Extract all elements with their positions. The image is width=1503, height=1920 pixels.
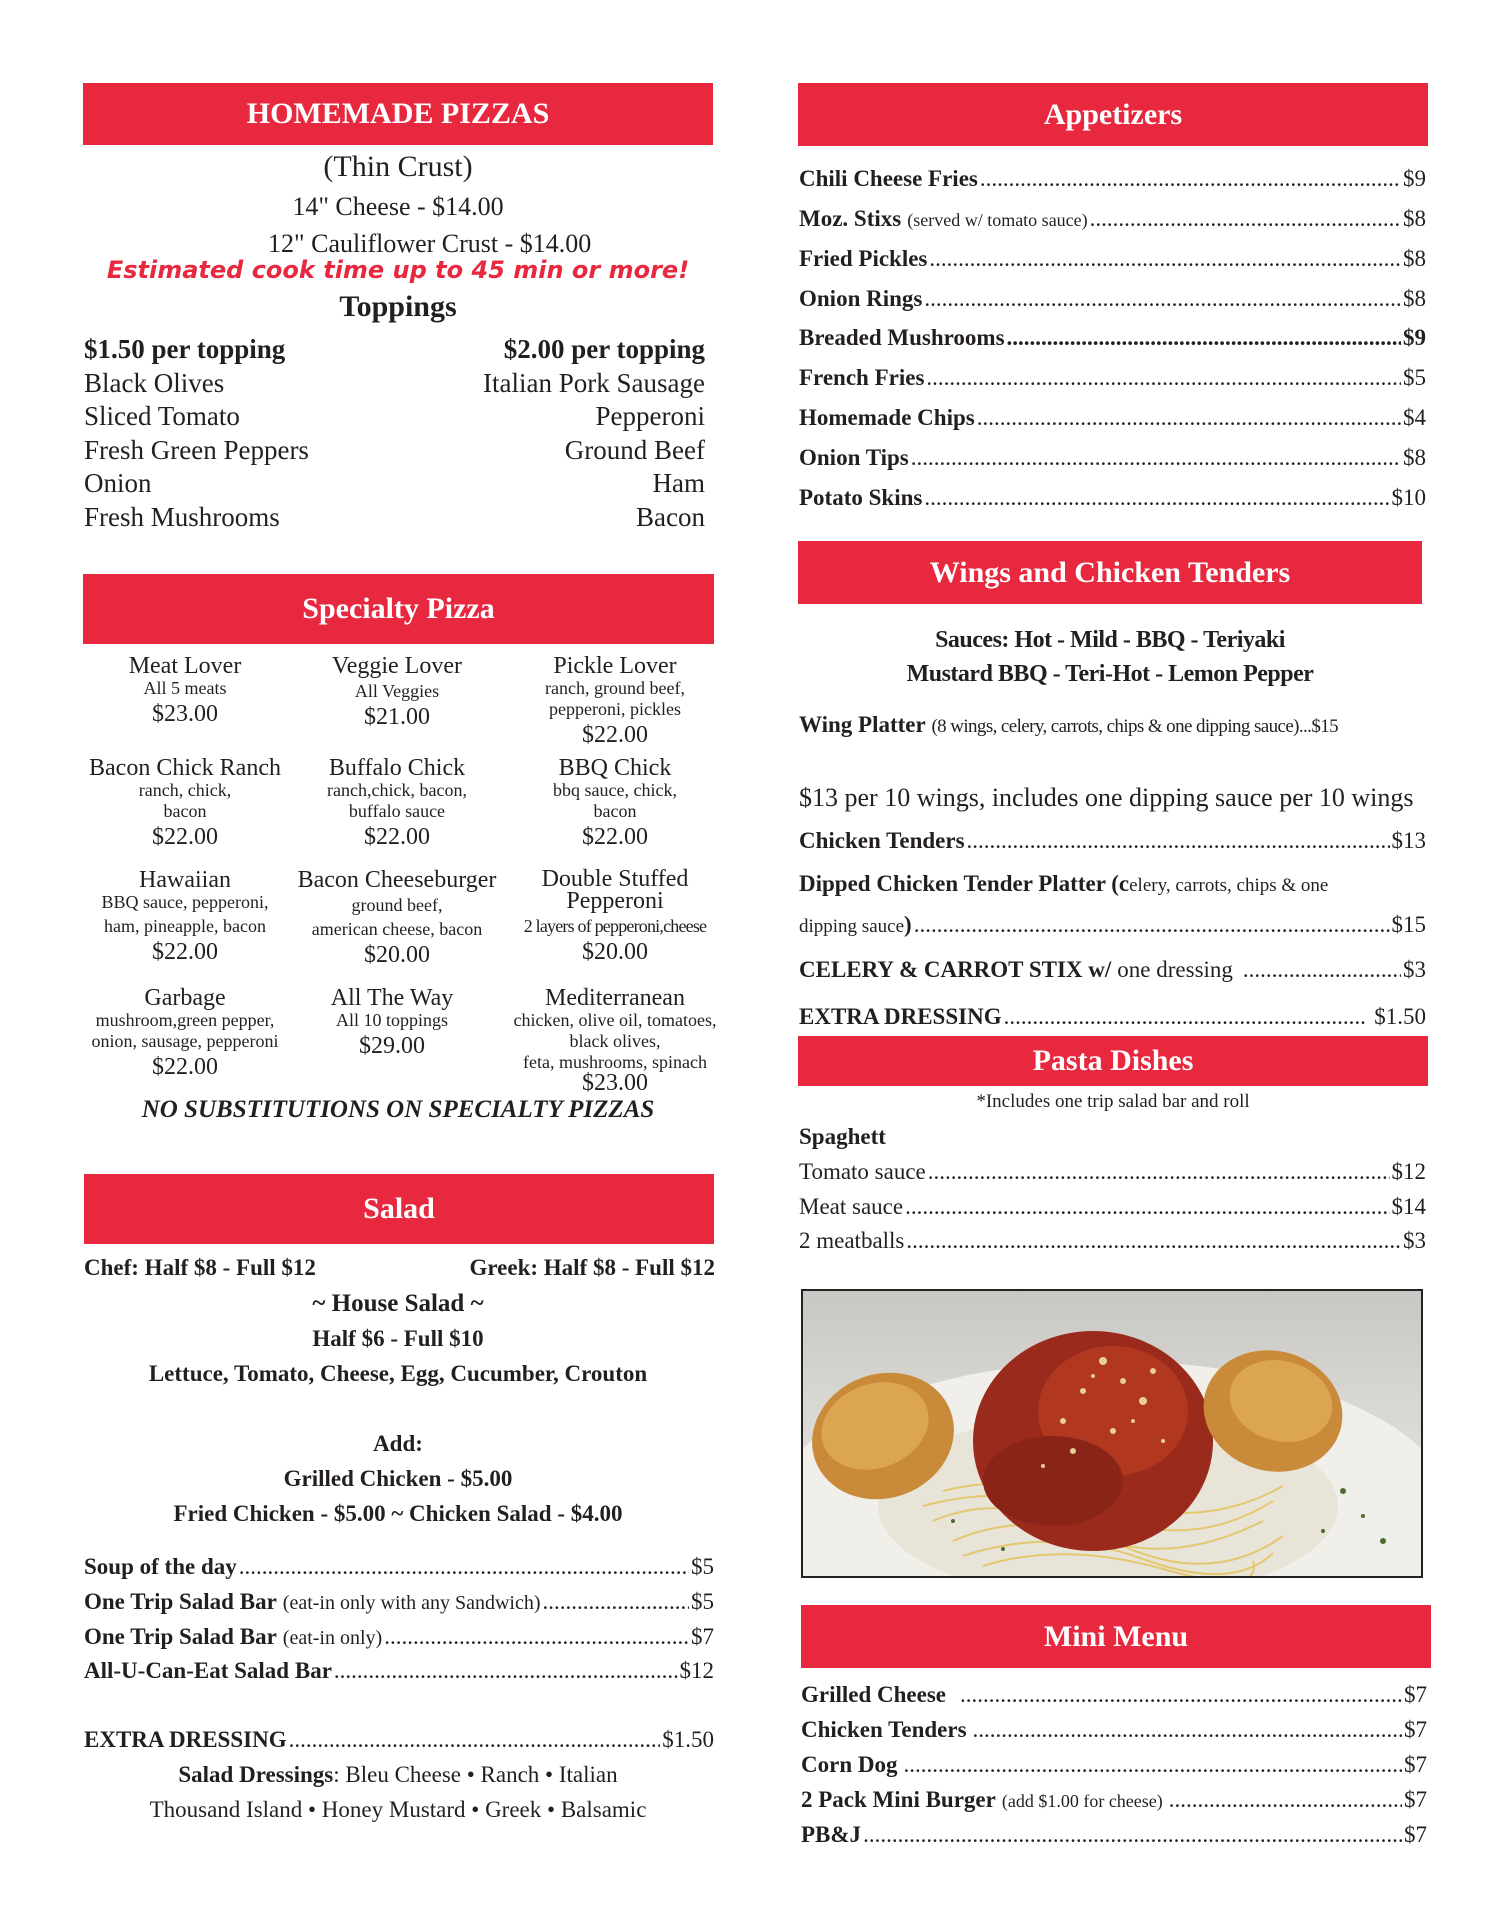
specialty-item-garbage xyxy=(78,986,292,1082)
appetizers-banner: Appetizers xyxy=(798,83,1428,146)
item-price: $3 xyxy=(1403,957,1426,982)
leader-dots xyxy=(977,405,1401,431)
salad-item-one-trip-sandwich xyxy=(84,1589,714,1615)
mini-menu-item xyxy=(801,1717,1427,1743)
specialty-item-double-stuffed-pepperoni xyxy=(515,868,715,967)
topping-item: Bacon xyxy=(636,501,705,532)
leader-dots xyxy=(924,286,1401,312)
item-name: Dipped Chicken Tender Platter (c xyxy=(799,871,1130,896)
salad-add-grilled-chicken: Grilled Chicken - $5.00 xyxy=(283,1466,513,1491)
leader-dots xyxy=(928,1159,1390,1185)
leader-dots xyxy=(334,1658,678,1684)
specialty-desc: bbq sauce, chick, xyxy=(553,780,677,800)
celery-carrot-stix xyxy=(799,957,1426,983)
chicken-tenders-item xyxy=(799,828,1426,854)
item-price: $10 xyxy=(1391,485,1426,510)
specialty-desc: buffalo sauce xyxy=(348,801,446,821)
specialty-item-mediterranean xyxy=(497,985,733,1096)
item-price: $1.50 xyxy=(1374,1004,1426,1029)
specialty-name: Pickle Lover xyxy=(553,653,677,679)
specialty-desc: chicken, olive oil, tomatoes, xyxy=(513,1010,717,1030)
topping-item: Italian Pork Sausage xyxy=(483,367,705,398)
specialty-desc: bacon xyxy=(593,801,637,821)
salad-banner: Salad xyxy=(84,1174,714,1244)
salad-add-fried-chicken: Fried Chicken - $5.00 ~ Chicken Salad - $4.00 xyxy=(173,1501,623,1526)
pasta-item xyxy=(799,1159,1426,1185)
item-price: $4 xyxy=(1403,405,1426,430)
specialty-desc: 2 layers of pepperoni,cheese xyxy=(523,916,707,936)
item-price: $5 xyxy=(691,1589,714,1614)
mini-menu-item xyxy=(801,1787,1427,1813)
house-salad-title: ~ House Salad ~ xyxy=(312,1290,484,1317)
wings-banner: Wings and Chicken Tenders xyxy=(798,541,1422,604)
cook-time-note: Estimated cook time up to 45 min or more! xyxy=(106,256,690,284)
specialty-name: Bacon Chick Ranch xyxy=(89,755,281,781)
item-price: $7 xyxy=(1404,1682,1427,1707)
leader-dots xyxy=(911,445,1401,471)
item-price: $8 xyxy=(1403,286,1426,311)
specialty-desc: black olives, xyxy=(569,1031,661,1051)
leader-dots xyxy=(1004,1004,1367,1030)
meatball-shape xyxy=(983,1436,1123,1526)
appetizer-item xyxy=(799,445,1426,471)
specialty-name: All The Way xyxy=(330,985,454,1011)
specialty-desc: feta, mushrooms, spinach xyxy=(523,1052,707,1072)
item-name: Onion Rings xyxy=(799,286,923,311)
leader-dots xyxy=(926,365,1401,391)
specialty-item-veggie-lover xyxy=(292,654,502,732)
item-note: elery, carrots, chips & one xyxy=(1129,875,1329,896)
specialty-item-bacon-chick-ranch xyxy=(80,756,290,852)
item-name: Moz. Stixs xyxy=(799,206,902,231)
specialty-desc: BBQ sauce, pepperoni, xyxy=(101,892,269,912)
appetizer-item xyxy=(799,405,1426,431)
specialty-desc: mushroom,green pepper, xyxy=(95,1010,275,1030)
specialty-desc: onion, sausage, pepperoni xyxy=(91,1031,279,1051)
pasta-includes-note: *Includes one trip salad bar and roll xyxy=(976,1091,1250,1112)
topping-item: Ground Beef xyxy=(564,434,705,465)
item-name: CELERY & CARROT STIX w/ xyxy=(799,957,1112,982)
item-price: $7 xyxy=(1404,1717,1427,1742)
specialty-price: $23.00 xyxy=(582,1070,648,1096)
specialty-desc: All Veggies xyxy=(354,681,440,701)
thin-crust-label: (Thin Crust) xyxy=(323,150,473,183)
item-name: EXTRA DRESSING xyxy=(84,1727,287,1752)
item-name: Wing Platter xyxy=(799,712,926,737)
specialty-name: Veggie Lover xyxy=(332,653,462,679)
salad-item-one-trip xyxy=(84,1624,714,1650)
toppings-title: Toppings xyxy=(339,290,457,323)
item-price: $15 xyxy=(1391,912,1426,937)
item-note-close: ) xyxy=(904,912,912,937)
house-salad-description: Lettuce, Tomato, Cheese, Egg, Cucumber, Crouton xyxy=(148,1361,648,1386)
specialty-name: Buffalo Chick xyxy=(328,755,466,781)
specialty-item-bbq-chick xyxy=(500,756,730,852)
item-name: French Fries xyxy=(799,365,925,390)
appetizer-item xyxy=(799,485,1426,511)
leader-dots xyxy=(863,1822,1402,1848)
item-price: $5 xyxy=(691,1554,714,1579)
item-name: EXTRA DRESSING xyxy=(799,1004,1002,1029)
salad-add-title: Add: xyxy=(373,1431,423,1456)
toppings-right-heading: $2.00 per topping xyxy=(503,334,705,364)
appetizer-item xyxy=(799,365,1426,391)
item-price: $8 xyxy=(1403,445,1426,470)
specialty-name: Meat Lover xyxy=(128,653,242,679)
pizzas-banner: HOMEMADE PIZZAS xyxy=(83,83,713,145)
item-name: One Trip Salad Bar xyxy=(84,1624,277,1649)
wing-sauces-line-2: Mustard BBQ - Teri-Hot - Lemon Pepper xyxy=(906,661,1314,687)
topping-item: Sliced Tomato xyxy=(84,401,240,431)
item-name: Chicken Tenders xyxy=(799,828,965,853)
salad-item-soup xyxy=(84,1554,714,1580)
specialty-price: $20.00 xyxy=(582,939,648,965)
specialty-item-buffalo-chick xyxy=(292,756,502,852)
spaghetti-photo xyxy=(801,1289,1423,1578)
leader-dots xyxy=(960,1682,1402,1708)
topping-item: Ham xyxy=(652,468,705,498)
item-name: PB&J xyxy=(801,1822,862,1847)
specialty-desc: All 10 toppings xyxy=(335,1010,448,1030)
specialty-desc: All 5 meats xyxy=(143,678,227,698)
specialty-item-pickle-lover xyxy=(500,654,730,750)
appetizer-item xyxy=(799,286,1426,312)
item-name: Breaded Mushrooms xyxy=(799,325,1005,350)
item-price: $14 xyxy=(1391,1194,1426,1219)
leader-dots xyxy=(973,1717,1402,1743)
pasta-banner: Pasta Dishes xyxy=(798,1036,1428,1086)
item-name: Grilled Cheese xyxy=(801,1682,946,1707)
item-name: Potato Skins xyxy=(799,485,923,510)
item-note: (eat-in only with any Sandwich) xyxy=(282,1592,541,1614)
salad-extra-dressing xyxy=(84,1727,714,1753)
item-name: Soup of the day xyxy=(84,1554,237,1579)
specialty-name: Mediterranean xyxy=(545,985,685,1011)
specialty-desc: ranch, ground beef, xyxy=(545,678,685,698)
wing-platter xyxy=(799,712,1338,738)
specialty-desc: ranch, chick, xyxy=(138,780,232,800)
mini-menu-item xyxy=(801,1822,1427,1848)
item-price: $8 xyxy=(1403,206,1426,231)
appetizer-item xyxy=(799,246,1426,272)
leader-dots xyxy=(384,1624,689,1650)
mini-menu-item xyxy=(801,1752,1427,1778)
wing-sauces-line-1: Sauces: Hot - Mild - BBQ - Teriyaki xyxy=(935,627,1285,653)
specialty-name: Hawaiian xyxy=(139,867,231,893)
specialty-name: BBQ Chick xyxy=(558,755,672,781)
specialty-item-bacon-cheeseburger xyxy=(287,868,507,970)
leader-dots xyxy=(239,1554,689,1580)
specialty-desc: american cheese, bacon xyxy=(311,919,483,939)
specialty-name: Garbage xyxy=(144,985,226,1011)
item-name: Fried Pickles xyxy=(799,246,928,271)
specialty-price: $22.00 xyxy=(152,824,218,850)
leader-dots xyxy=(543,1589,690,1615)
cauliflower-pizza-price: 12" Cauliflower Crust - $14.00 xyxy=(268,229,592,258)
chef-salad-price: Chef: Half $8 - Full $12 xyxy=(84,1255,316,1280)
item-price: $9 xyxy=(1403,325,1426,350)
no-substitutions-note: NO SUBSTITUTIONS ON SPECIALTY PIZZAS xyxy=(141,1096,655,1123)
greek-salad-price: Greek: Half $8 - Full $12 xyxy=(469,1255,715,1280)
specialty-name: Bacon Cheeseburger xyxy=(297,867,497,893)
item-name: One Trip Salad Bar xyxy=(84,1589,277,1614)
specialty-desc: bacon xyxy=(163,801,207,821)
leader-dots xyxy=(924,485,1389,511)
specialty-name: Double Stuffed Pepperoni xyxy=(541,866,689,914)
item-price: $7 xyxy=(1404,1752,1427,1777)
leader-dots xyxy=(929,246,1401,272)
mini-menu-banner: Mini Menu xyxy=(801,1605,1431,1668)
specialty-price: $22.00 xyxy=(582,722,648,748)
item-note: one dressing xyxy=(1117,957,1233,982)
item-name: 2 meatballs xyxy=(799,1228,905,1253)
item-price: $1.50 xyxy=(662,1727,714,1752)
item-name: 2 Pack Mini Burger xyxy=(801,1787,996,1812)
specialty-item-hawaiian xyxy=(80,868,290,967)
item-note: (8 wings, celery, carrots, chips & one dipping sauce)...$15 xyxy=(931,716,1339,737)
item-price: $9 xyxy=(1403,166,1426,191)
leader-dots xyxy=(289,1727,661,1753)
specialty-item-all-the-way xyxy=(292,986,492,1061)
specialty-desc: ham, pineapple, bacon xyxy=(104,916,266,936)
item-name: Chili Cheese Fries xyxy=(799,166,978,191)
item-note: dipping sauce xyxy=(799,916,905,937)
topping-item: Black Olives xyxy=(84,367,225,398)
specialty-price: $20.00 xyxy=(364,942,430,968)
topping-item: Fresh Mushrooms xyxy=(84,501,280,532)
leader-dots xyxy=(967,828,1390,854)
cheese-pizza-price: 14" Cheese - $14.00 xyxy=(292,192,504,221)
item-price: $13 xyxy=(1391,828,1426,853)
leader-dots xyxy=(1243,957,1401,983)
item-note: (served w/ tomato sauce) xyxy=(907,210,1088,230)
salad-dressings-line-2: Thousand Island • Honey Mustard • Greek • Balsamic xyxy=(149,1797,647,1822)
specialty-price: $22.00 xyxy=(582,824,648,850)
item-price: $7 xyxy=(1404,1787,1427,1812)
specialty-price: $23.00 xyxy=(152,701,218,727)
leader-dots xyxy=(1007,325,1401,351)
appetizer-item xyxy=(799,325,1426,351)
mini-menu-item xyxy=(801,1682,1427,1708)
item-name: All-U-Can-Eat Salad Bar xyxy=(84,1658,332,1683)
item-price: $12 xyxy=(1391,1159,1426,1184)
specialty-price: $22.00 xyxy=(152,939,218,965)
pasta-item xyxy=(799,1194,1426,1220)
topping-item: Pepperoni xyxy=(595,401,705,431)
specialty-item-meat-lover xyxy=(80,654,290,729)
house-salad-price: Half $6 - Full $10 xyxy=(312,1326,484,1351)
item-price: $3 xyxy=(1403,1228,1426,1253)
item-name: Onion Tips xyxy=(799,445,909,470)
salad-dressings-list: : Bleu Cheese • Ranch • Italian xyxy=(333,1762,618,1787)
item-price: $7 xyxy=(1404,1822,1427,1847)
spaghetti-illustration xyxy=(803,1291,1421,1576)
specialty-banner: Specialty Pizza xyxy=(83,574,714,644)
item-note: (eat-in only) xyxy=(282,1627,383,1649)
leader-dots xyxy=(980,166,1401,192)
wings-per-ten: $13 per 10 wings, includes one dipping sauce per 10 wings xyxy=(799,783,1414,812)
specialty-price: $29.00 xyxy=(359,1033,425,1059)
item-name: Chicken Tenders xyxy=(801,1717,967,1742)
dipped-tender-platter-price xyxy=(799,912,1426,938)
leader-dots xyxy=(1169,1787,1402,1813)
pasta-item xyxy=(799,1228,1426,1254)
appetizer-item xyxy=(799,166,1426,192)
spaghetti-title: Spaghett xyxy=(799,1124,886,1149)
toppings-left-column xyxy=(84,333,309,534)
appetizer-item xyxy=(799,206,1426,232)
specialty-desc: ground beef, xyxy=(351,895,443,915)
item-name: Tomato sauce xyxy=(799,1159,926,1184)
leader-dots xyxy=(1090,206,1401,232)
toppings-right-column xyxy=(483,333,705,534)
item-price: $12 xyxy=(679,1658,714,1683)
salad-dressings-label: Salad Dressings xyxy=(178,1762,334,1787)
leader-dots xyxy=(914,912,1390,938)
leader-dots xyxy=(905,1194,1389,1220)
item-name: Corn Dog xyxy=(801,1752,898,1777)
dipped-tender-platter xyxy=(799,871,1328,897)
item-price: $7 xyxy=(691,1624,714,1649)
item-name: Meat sauce xyxy=(799,1194,904,1219)
item-name: Homemade Chips xyxy=(799,405,975,430)
item-price: $5 xyxy=(1403,365,1426,390)
specialty-price: $22.00 xyxy=(152,1054,218,1080)
toppings-left-heading: $1.50 per topping xyxy=(84,334,286,364)
salad-item-all-u-can-eat xyxy=(84,1658,714,1684)
wings-extra-dressing xyxy=(799,1004,1426,1030)
item-note: (add $1.00 for cheese) xyxy=(1001,1791,1163,1811)
salad-dressings-line-1 xyxy=(83,1762,713,1788)
specialty-price: $21.00 xyxy=(364,704,430,730)
specialty-desc: pepperoni, pickles xyxy=(549,699,681,719)
topping-item: Fresh Green Peppers xyxy=(84,434,309,465)
leader-dots xyxy=(903,1752,1402,1778)
specialty-price: $22.00 xyxy=(364,824,430,850)
topping-item: Onion xyxy=(84,468,152,498)
specialty-desc: ranch,chick, bacon, xyxy=(327,780,467,800)
leader-dots xyxy=(906,1228,1401,1254)
item-price: $8 xyxy=(1403,246,1426,271)
